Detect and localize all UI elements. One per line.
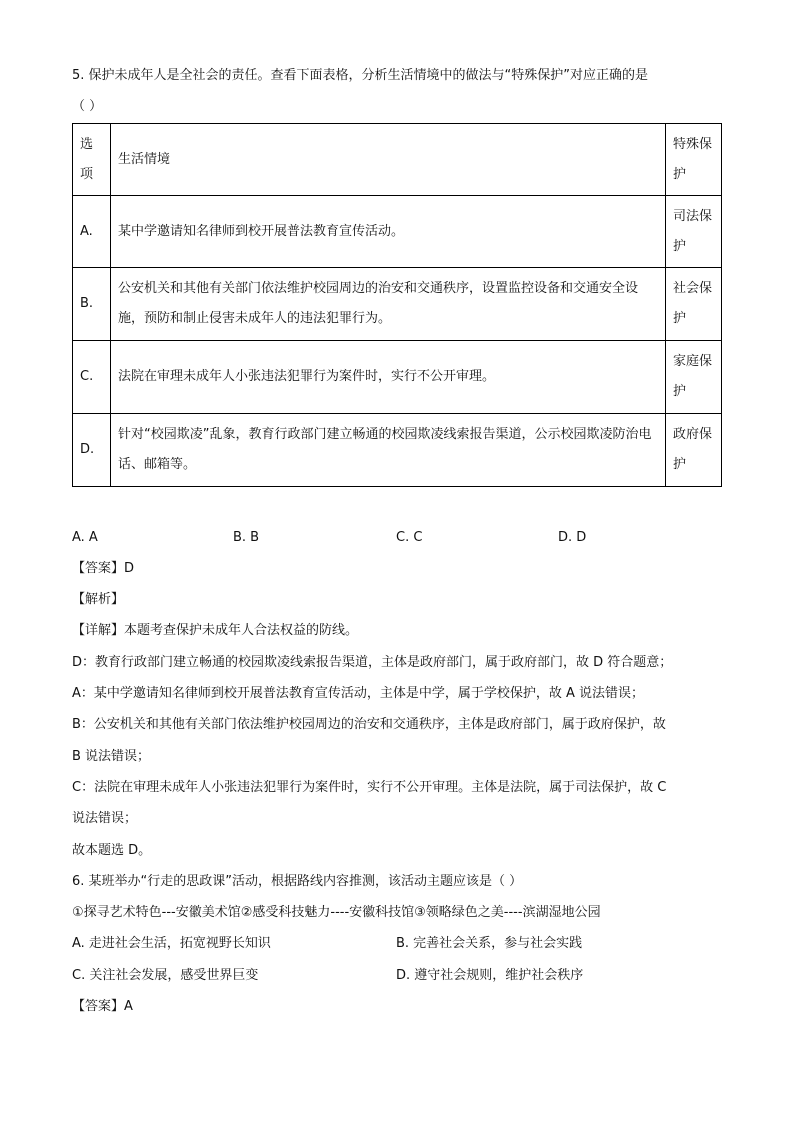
q5-detail: 【详解】本题考查保护未成年人合法权益的防线。 xyxy=(72,623,359,638)
row-protection: 政府保护 xyxy=(666,414,722,487)
row-protection: 家庭保护 xyxy=(666,341,722,414)
row-protection: 社会保护 xyxy=(666,268,722,341)
q5-paren: （ ） xyxy=(72,99,103,114)
q5-stem: 5. 保护未成年人是全社会的责任。查看下面表格，分析生活情境中的做法与“特殊保护”对应正确的是 xyxy=(72,68,649,83)
row-option: C. xyxy=(73,341,111,414)
q5-choice-a: A. A xyxy=(72,530,98,545)
table-row xyxy=(73,341,722,414)
q5-choice-d: D. D xyxy=(558,530,587,545)
row-option: A. xyxy=(73,196,111,268)
q5-analysis-line: 说法错误； xyxy=(72,811,138,826)
row-situation: 法院在审理未成年人小张违法犯罪行为案件时，实行不公开审理。 xyxy=(111,341,666,414)
q5-analysis-line: 故本题选 D。 xyxy=(72,843,152,858)
q5-answer: 【答案】D xyxy=(72,561,135,576)
q6-choice-b: B. 完善社会关系，参与社会实践 xyxy=(396,936,583,951)
header-situation: 生活情境 xyxy=(111,124,666,196)
row-situation: 公安机关和其他有关部门依法维护校园周边的治安和交通秩序，设置监控设备和交通安全设施，预防和制止侵害未成年人的违法犯罪行为。 xyxy=(111,268,666,341)
q6-route: ①探寻艺术特色---安徽美术馆②感受科技魅力----安徽科技馆③领略绿色之美----滨湖湿地公园 xyxy=(72,905,601,920)
q5-table xyxy=(72,123,722,487)
table-row xyxy=(73,414,722,487)
q5-choice-b: B. B xyxy=(233,530,260,545)
row-option: D. xyxy=(73,414,111,487)
q5-analysis-line: D：教育行政部门建立畅通的校园欺凌线索报告渠道，主体是政府部门，属于政府部门，故 D 符合题意； xyxy=(72,655,673,670)
q6-choice-a: A. 走进社会生活，拓宽视野长知识 xyxy=(72,936,271,951)
table-header-row xyxy=(73,124,722,196)
table-row xyxy=(73,196,722,268)
header-option: 选项 xyxy=(73,124,111,196)
q5-analysis-line: C：法院在审理未成年人小张违法犯罪行为案件时，实行不公开审理。主体是法院，属于司法保护，故 C xyxy=(72,780,667,795)
q6-answer: 【答案】A xyxy=(72,999,133,1014)
q5-analysis-line: B 说法错误； xyxy=(72,749,151,764)
row-situation: 某中学邀请知名律师到校开展普法教育宣传活动。 xyxy=(111,196,666,268)
table-row xyxy=(73,268,722,341)
q5-choice-c: C. C xyxy=(396,530,423,545)
q6-choice-d: D. 遵守社会规则，维护社会秩序 xyxy=(396,968,584,983)
q5-analysis-label: 【解析】 xyxy=(72,592,125,607)
row-situation: 针对“校园欺凌”乱象，教育行政部门建立畅通的校园欺凌线索报告渠道，公示校园欺凌防治电话、邮箱等。 xyxy=(111,414,666,487)
row-protection: 司法保护 xyxy=(666,196,722,268)
header-protection: 特殊保护 xyxy=(666,124,722,196)
q6-choice-c: C. 关注社会发展，感受世界巨变 xyxy=(72,968,259,983)
q5-analysis-line: A：某中学邀请知名律师到校开展普法教育宣传活动，主体是中学，属于学校保护，故 A 说法错误； xyxy=(72,686,645,701)
q5-analysis-line: B：公安机关和其他有关部门依法维护校园周边的治安和交通秩序，主体是政府部门，属于政府保护，故 xyxy=(72,717,666,732)
q6-stem: 6. 某班举办“行走的思政课”活动，根据路线内容推测，该活动主题应该是（ ） xyxy=(72,874,523,889)
row-option: B. xyxy=(73,268,111,341)
